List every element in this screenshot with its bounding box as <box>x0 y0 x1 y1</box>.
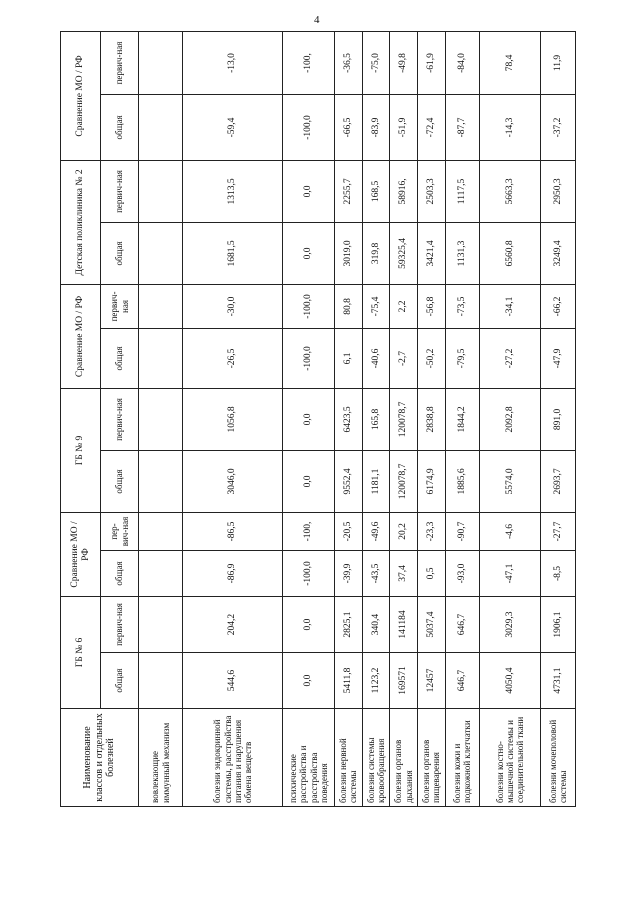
value-cell: 0,0 <box>283 388 335 450</box>
subheader-cell: первич-ная <box>101 596 139 652</box>
value-cell: 5411,8 <box>335 653 363 709</box>
value-cell: -27,2 <box>480 328 541 388</box>
value-cell: 1117,5 <box>445 160 480 222</box>
value-cell: -86,5 <box>183 512 283 550</box>
disease-name-cell: болезни эндокринной системы, расстройства питания и нарушения обмена веществ <box>183 709 283 807</box>
value-cell: -50,2 <box>417 328 445 388</box>
value-cell: 0,0 <box>283 222 335 284</box>
value-cell: -36,5 <box>335 31 363 94</box>
value-cell: -43,5 <box>362 550 390 596</box>
value-cell: 78,4 <box>480 31 541 94</box>
value-cell: -40,6 <box>362 328 390 388</box>
value-cell: 5663,3 <box>480 160 541 222</box>
value-cell: 1131,3 <box>445 222 480 284</box>
value-cell: -2,7 <box>390 328 418 388</box>
value-cell: -30,0 <box>183 284 283 328</box>
value-cell: 1885,6 <box>445 450 480 512</box>
table-row <box>390 31 418 806</box>
table-row <box>445 31 480 806</box>
value-cell: -49,6 <box>362 512 390 550</box>
value-cell: 319,8 <box>362 222 390 284</box>
subheader-cell: общая <box>101 328 139 388</box>
value-cell: -37,2 <box>541 94 576 160</box>
value-cell: 6,1 <box>335 328 363 388</box>
table-row <box>362 31 390 806</box>
value-cell: 3029,3 <box>480 596 541 652</box>
value-cell: -84,0 <box>445 31 480 94</box>
value-cell <box>139 388 183 450</box>
value-cell: 646,7 <box>445 596 480 652</box>
value-cell <box>139 94 183 160</box>
value-cell: 646,7 <box>445 653 480 709</box>
disease-name-cell: болезни системы кровообращения <box>362 709 390 807</box>
value-cell <box>139 222 183 284</box>
value-cell: -49,8 <box>390 31 418 94</box>
value-cell: 59325,4 <box>390 222 418 284</box>
value-cell: 5574,0 <box>480 450 541 512</box>
table-row <box>183 31 283 806</box>
subheader-cell: первич-ная <box>101 284 139 328</box>
table-row <box>139 31 183 806</box>
value-cell: 165,8 <box>362 388 390 450</box>
value-cell <box>139 450 183 512</box>
table-row <box>480 31 541 806</box>
value-cell: 37,4 <box>390 550 418 596</box>
value-cell: -100, <box>283 31 335 94</box>
value-cell: -72,4 <box>417 94 445 160</box>
morbidity-table <box>60 31 576 807</box>
value-cell: 2950,3 <box>541 160 576 222</box>
value-cell: -86,9 <box>183 550 283 596</box>
value-cell: -87,7 <box>445 94 480 160</box>
value-cell: 340,4 <box>362 596 390 652</box>
disease-name-cell: болезни органов пищеварения <box>417 709 445 807</box>
value-cell: -20,5 <box>335 512 363 550</box>
subheader-cell: первич-ная <box>101 388 139 450</box>
subheader-cell: пер-вич-ная <box>101 512 139 550</box>
value-cell: -73,5 <box>445 284 480 328</box>
value-cell: 3421,4 <box>417 222 445 284</box>
value-cell <box>139 31 183 94</box>
value-cell: 3019,0 <box>335 222 363 284</box>
value-cell: 0,0 <box>283 653 335 709</box>
value-cell: 1681,5 <box>183 222 283 284</box>
rotated-table-wrapper <box>60 32 576 807</box>
disease-name-cell: болезни нервной системы <box>335 709 363 807</box>
value-cell: -26,5 <box>183 328 283 388</box>
group-header-polyclinic2: Детская поликлиника № 2 <box>61 160 101 284</box>
value-cell: 0,0 <box>283 450 335 512</box>
disease-name-cell: болезни органов дыхания <box>390 709 418 807</box>
value-cell: 544,6 <box>183 653 283 709</box>
value-cell: 6174,9 <box>417 450 445 512</box>
value-cell: -100,0 <box>283 550 335 596</box>
value-cell: 1906,1 <box>541 596 576 652</box>
value-cell: 1056,8 <box>183 388 283 450</box>
disease-name-cell: болезни кожи и подкожной клетчатки <box>445 709 480 807</box>
value-cell: 4050,4 <box>480 653 541 709</box>
value-cell: 0,0 <box>283 160 335 222</box>
value-cell: 6423,5 <box>335 388 363 450</box>
group-header-compare-2: Сравнение МО / РФ <box>61 284 101 388</box>
value-cell <box>139 284 183 328</box>
value-cell: -13,0 <box>183 31 283 94</box>
value-cell: 120078,7 <box>390 388 418 450</box>
table-row <box>541 31 576 806</box>
value-cell: -100,0 <box>283 284 335 328</box>
value-cell: -61,9 <box>417 31 445 94</box>
value-cell: -79,5 <box>445 328 480 388</box>
value-cell: 1313,5 <box>183 160 283 222</box>
value-cell: -39,9 <box>335 550 363 596</box>
table-row <box>283 31 335 806</box>
name-column-header: Наименование классов и отдельных болезней <box>61 709 139 807</box>
subheader-cell: первич-ная <box>101 31 139 94</box>
value-cell: -66,2 <box>541 284 576 328</box>
value-cell: -100,0 <box>283 94 335 160</box>
group-header-compare-3: Сравнение МО / РФ <box>61 31 101 160</box>
value-cell: 1181,1 <box>362 450 390 512</box>
value-cell: -56,8 <box>417 284 445 328</box>
value-cell: -47,9 <box>541 328 576 388</box>
value-cell: 80,8 <box>335 284 363 328</box>
value-cell: -100, <box>283 512 335 550</box>
value-cell: 2693,7 <box>541 450 576 512</box>
value-cell: 11,9 <box>541 31 576 94</box>
value-cell: 58916, <box>390 160 418 222</box>
value-cell: -75,4 <box>362 284 390 328</box>
subheader-cell: первич-ная <box>101 160 139 222</box>
subheader-row <box>101 31 139 806</box>
value-cell <box>139 596 183 652</box>
value-cell: -100,0 <box>283 328 335 388</box>
table-row <box>417 31 445 806</box>
value-cell: 4731,1 <box>541 653 576 709</box>
value-cell: -34,1 <box>480 284 541 328</box>
value-cell: -27,7 <box>541 512 576 550</box>
value-cell: 891,0 <box>541 388 576 450</box>
value-cell: 120078,7 <box>390 450 418 512</box>
subheader-cell: общая <box>101 94 139 160</box>
value-cell <box>139 550 183 596</box>
value-cell: 1123,2 <box>362 653 390 709</box>
table-row <box>335 31 363 806</box>
value-cell: -47,1 <box>480 550 541 596</box>
subheader-cell: общая <box>101 222 139 284</box>
value-cell <box>139 160 183 222</box>
value-cell <box>139 328 183 388</box>
value-cell: 2503,3 <box>417 160 445 222</box>
value-cell: 5037,4 <box>417 596 445 652</box>
value-cell: -23,3 <box>417 512 445 550</box>
group-header-gb9: ГБ № 9 <box>61 388 101 512</box>
value-cell: -51,9 <box>390 94 418 160</box>
value-cell: 3249,4 <box>541 222 576 284</box>
value-cell: 2838,8 <box>417 388 445 450</box>
group-header-compare-1: Сравнение МО / РФ <box>61 512 101 596</box>
disease-name-cell: вовлекающие иммунный механизм <box>139 709 183 807</box>
value-cell: 6560,8 <box>480 222 541 284</box>
value-cell: 3046,0 <box>183 450 283 512</box>
value-cell <box>139 653 183 709</box>
value-cell: 0,5 <box>417 550 445 596</box>
value-cell: -83,9 <box>362 94 390 160</box>
value-cell: 141184 <box>390 596 418 652</box>
value-cell: 2092,8 <box>480 388 541 450</box>
subheader-cell: общая <box>101 653 139 709</box>
subheader-cell: общая <box>101 550 139 596</box>
value-cell: 1844,2 <box>445 388 480 450</box>
value-cell: -66,5 <box>335 94 363 160</box>
value-cell: 204,2 <box>183 596 283 652</box>
table-stage <box>60 32 576 807</box>
disease-name-cell: болезни костно-мышечной системы и соединительной ткани <box>480 709 541 807</box>
value-cell: -4,6 <box>480 512 541 550</box>
value-cell: 168,5 <box>362 160 390 222</box>
subheader-cell: общая <box>101 450 139 512</box>
value-cell: 0,0 <box>283 596 335 652</box>
value-cell: 2255,7 <box>335 160 363 222</box>
value-cell: -93,0 <box>445 550 480 596</box>
value-cell: -90,7 <box>445 512 480 550</box>
group-header-gb6: ГБ № 6 <box>61 596 101 708</box>
disease-name-cell: психические расстройства и расстройства поведения <box>283 709 335 807</box>
value-cell: -8,5 <box>541 550 576 596</box>
value-cell: 9552,4 <box>335 450 363 512</box>
value-cell: 12457 <box>417 653 445 709</box>
page-number: 4 <box>314 14 320 26</box>
value-cell: 20,2 <box>390 512 418 550</box>
value-cell <box>139 512 183 550</box>
value-cell: 169571 <box>390 653 418 709</box>
value-cell: -59,4 <box>183 94 283 160</box>
value-cell: -14,3 <box>480 94 541 160</box>
disease-name-cell: болезни мочеполовой системы <box>541 709 576 807</box>
value-cell: 2,2 <box>390 284 418 328</box>
value-cell: 2825,1 <box>335 596 363 652</box>
value-cell: -75,0 <box>362 31 390 94</box>
